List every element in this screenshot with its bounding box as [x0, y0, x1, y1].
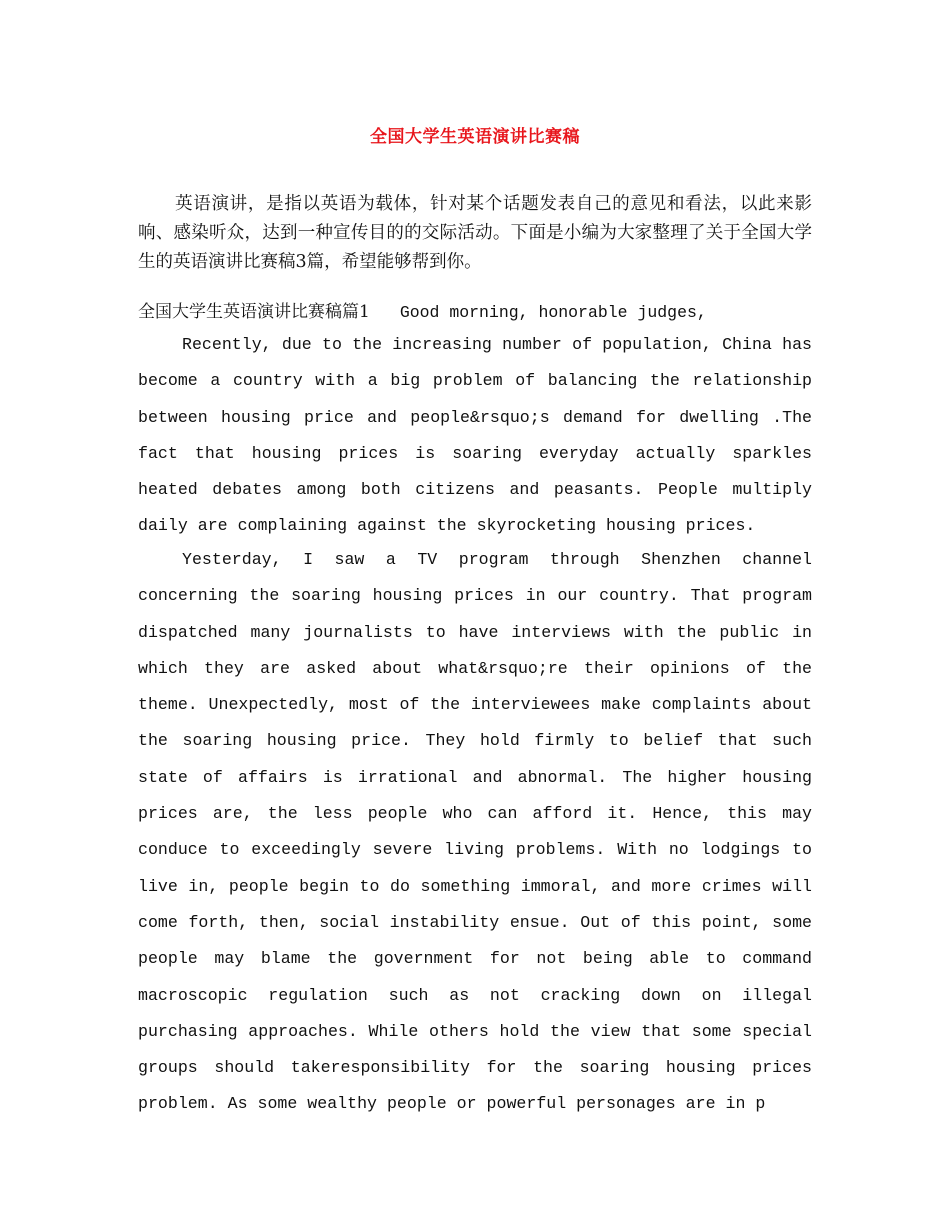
- section-heading-line: [138, 299, 812, 326]
- body-paragraph-2: Yesterday, I saw a TV program through Shenzhen channel concerning the soaring housing prices in our country. That program dispatched many journalists to have interviews with the public in which they are asked about what&rsquo;re their opinions of the theme. Unexpectedly, most of the interviewees make complaints about the soaring housing price. They hold firmly to belief that such state of affairs is irrational and abnormal. The higher housing prices are, the less people who can afford it. Hence, this may conduce to exceedingly severe living problems. With no lodgings to live in, people begin to do something immoral, and more crimes will come forth, then, social instability ensue. Out of this point, some people may blame the government for not being able to command macroscopic regulation such as not cracking down on illegal purchasing approaches. While others hold the view that some special groups should takeresponsibility for the soaring housing prices problem. As some wealthy people or powerful personages are in p: [138, 550, 812, 1114]
- intro-paragraph: 英语演讲，是指以英语为载体，针对某个话题发表自己的意见和看法，以此来影响、感染听众，达到一种宣传目的的交际活动。下面是小编为大家整理了关于全国大学生的英语演讲比赛稿3篇，希望能够帮到你。: [138, 194, 812, 272]
- document-title: 全国大学生英语演讲比赛稿: [370, 127, 580, 147]
- speech-greeting: Good morning, honorable judges,: [399, 303, 707, 322]
- body-paragraph-1: Recently, due to the increasing number of population, China has become a country with a big problem of balancing the relationship between housing price and people&rsquo;s demand for dwelling .The fact that housing prices is soaring everyday actually sparkles heated debates among both citizens and peasants. People multiply daily are complaining against the skyrocketing housing prices.: [138, 335, 812, 536]
- section-heading: 全国大学生英语演讲比赛稿篇1: [138, 302, 370, 322]
